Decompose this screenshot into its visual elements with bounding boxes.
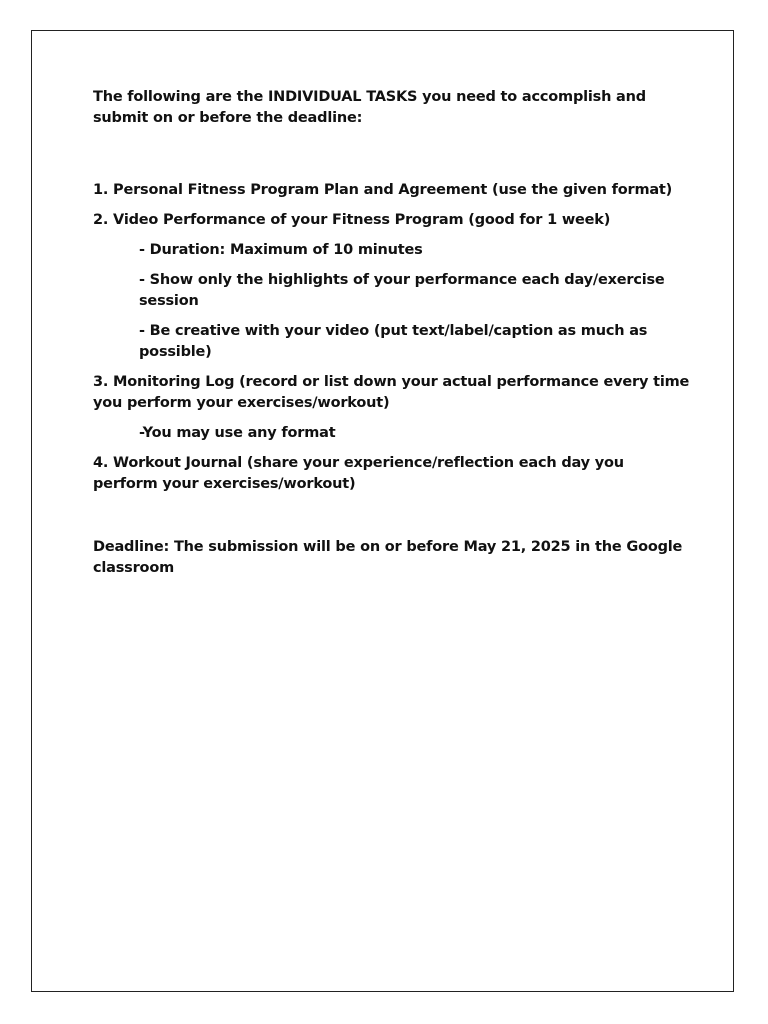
task-item-2: 2. Video Performance of your Fitness Program (good for 1 week)	[93, 212, 611, 228]
task-item-4: 4. Workout Journal (share your experience/reflection each day you perform your exercises/workout)	[93, 455, 624, 492]
spacer	[93, 504, 693, 537]
task-3-sub-item-1: -You may use any format	[139, 425, 336, 441]
task-2-sub-item-1: - Duration: Maximum of 10 minutes	[139, 242, 423, 258]
spacer	[93, 129, 693, 180]
document-content	[93, 87, 693, 579]
task-item-3: 3. Monitoring Log (record or list down your actual performance every time you perform your exercises/workout)	[93, 374, 690, 411]
task-2-sub-item-3: - Be creative with your video (put text/label/caption as much as possible)	[139, 323, 648, 360]
intro-paragraph: The following are the INDIVIDUAL TASKS you need to accomplish and submit on or before the deadline:	[93, 89, 646, 126]
deadline-paragraph: Deadline: The submission will be on or before May 21, 2025 in the Google classroom	[93, 539, 683, 576]
task-2-sub-item-2: - Show only the highlights of your performance each day/exercise session	[139, 272, 665, 309]
task-item-1: 1. Personal Fitness Program Plan and Agreement (use the given format)	[93, 182, 673, 198]
